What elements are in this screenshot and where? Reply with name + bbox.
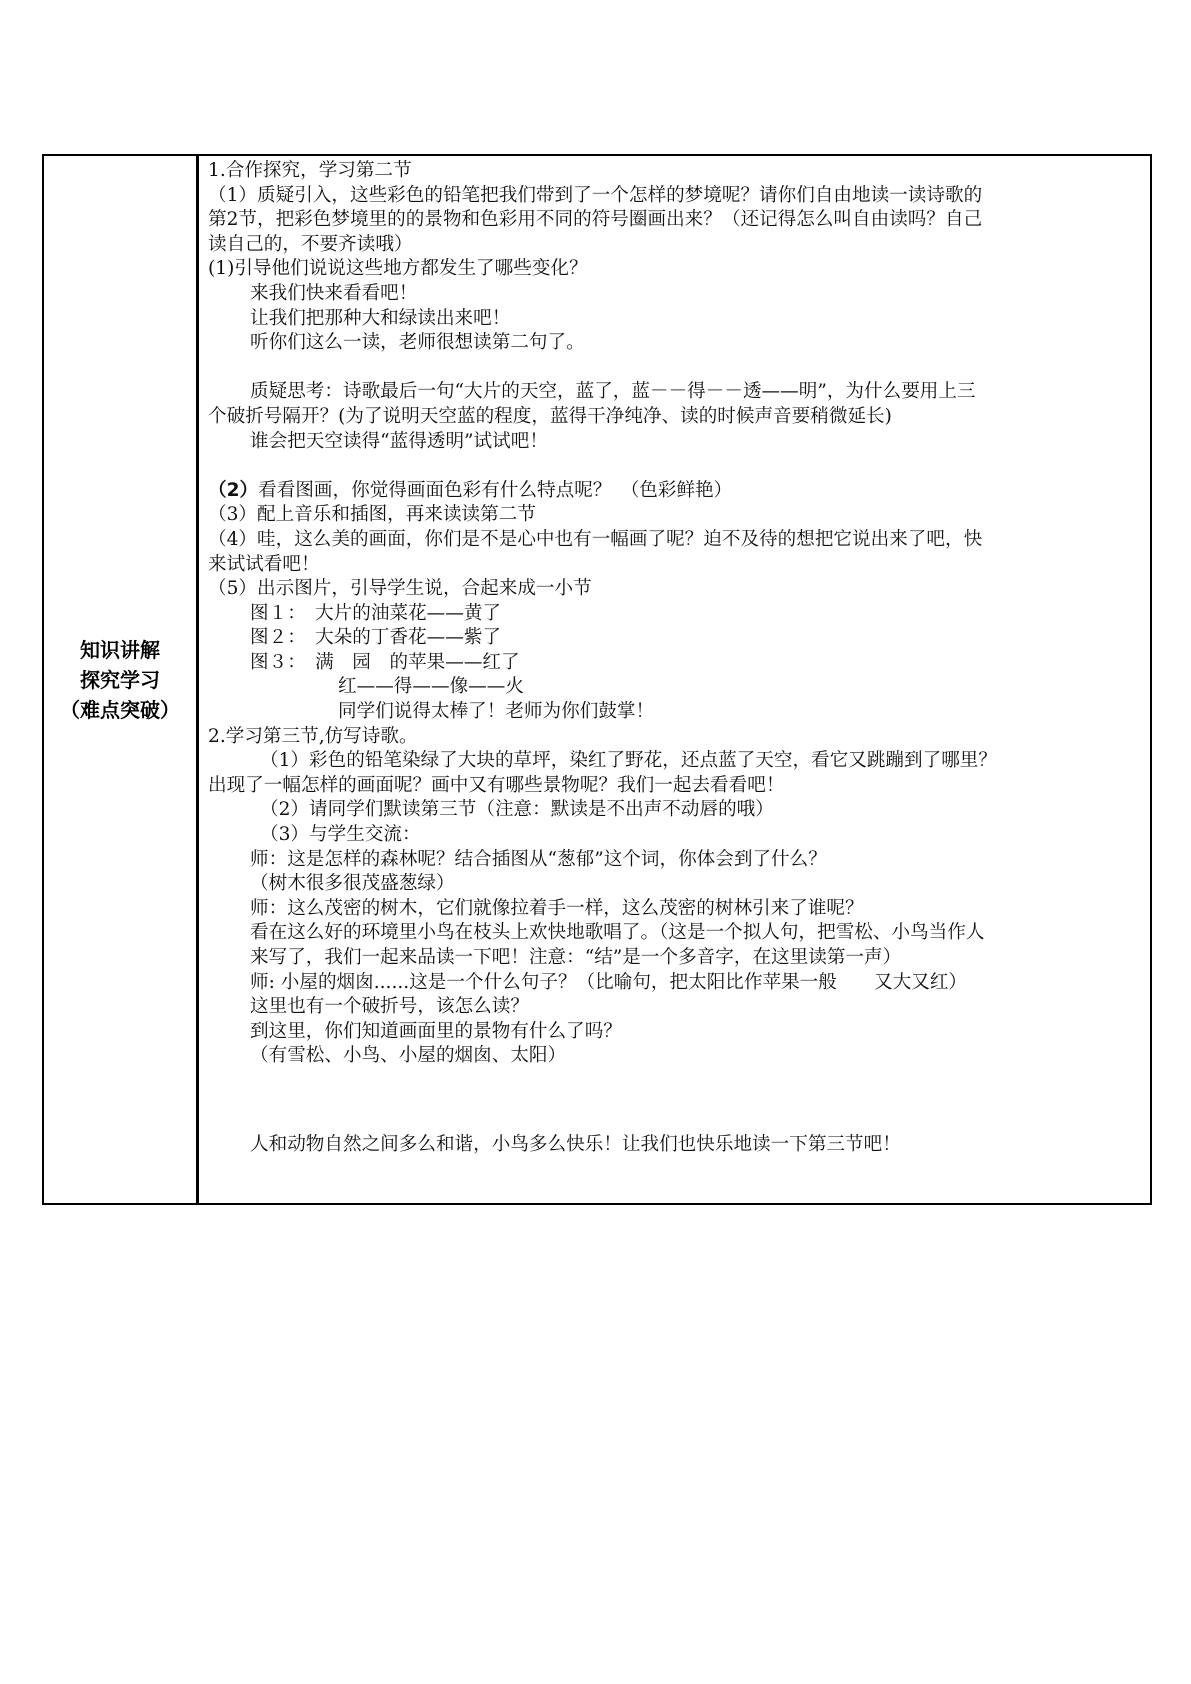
content-line: 让我们把那种大和绿读出来吧！ xyxy=(250,307,511,329)
content-line: 来试试看吧！ xyxy=(208,553,320,575)
content-line: 1.合作探究，学习第二节 xyxy=(208,160,412,181)
content-line: 图３： 满 园 的苹果——红了 xyxy=(250,651,520,673)
content-line: （3）与学生交流： xyxy=(260,824,421,846)
content-line: 图１： 大片的油菜花——黄了 xyxy=(250,602,502,624)
content-line: 听你们这么一读，老师很想读第二句了。 xyxy=(250,332,585,354)
content-line: （4）哇，这么美的画面，你们是不是心中也有一幅画了呢？迫不及待的想把它说出来了吧，快 xyxy=(208,528,983,550)
blank-line xyxy=(208,356,1148,381)
item-text: 看看图画，你觉得画面色彩有什么特点呢？ （色彩鲜艳） xyxy=(258,479,733,501)
content-line: 2.学习第三节,仿写诗歌。 xyxy=(208,725,418,747)
content-line: （3）配上音乐和插图，再来读读第二节 xyxy=(208,504,536,526)
content-line: 个破折号隔开？(为了说明天空蓝的程度，蓝得干净纯净、读的时候声音要稍微延长) xyxy=(208,405,892,427)
blank-space xyxy=(208,1069,1148,1133)
content-line: 谁会把天空读得“蓝得透明”试试吧！ xyxy=(250,430,548,452)
content-line xyxy=(208,479,1148,504)
content-line: 师: 小屋的烟囱......这是一个什么句子？（比喻句，把太阳比作苹果一般 又大又红） xyxy=(250,971,968,993)
section-label-line2: 探究学习 xyxy=(80,667,160,692)
content-line: 质疑思考：诗歌最后一句“大片的天空，蓝了，蓝－－得－－透——明”，为什么要用上三 xyxy=(250,381,976,403)
lesson-table xyxy=(42,154,1152,1205)
content-line: 人和动物自然之间多么和谐，小鸟多么快乐！让我们也快乐地读一下第三节吧！ xyxy=(250,1133,901,1155)
blank-line xyxy=(208,454,1148,479)
content-line: (1)引导他们说说这些地方都发生了哪些变化？ xyxy=(208,258,588,280)
content-line: 第2节，把彩色梦境里的的景物和色彩用不同的符号圈画出来？（还记得怎么叫自由读吗？自己 xyxy=(208,209,983,231)
content-line: 来我们快来看看吧！ xyxy=(250,282,418,304)
content-line: 师：这么茂密的树木，它们就像拉着手一样，这么茂密的树林引来了谁呢？ xyxy=(250,897,864,919)
content-line: 同学们说得太棒了！老师为你们鼓掌！ xyxy=(338,701,655,723)
section-label-line3: （难点突破） xyxy=(60,697,180,722)
content-line: （1）彩色的铅笔染绿了大块的草坪，染红了野花，还点蓝了天空，看它又跳蹦到了哪里？ xyxy=(260,750,997,772)
content-line: （5）出示图片，引导学生说，合起来成一小节 xyxy=(208,578,592,600)
content-line: 到这里，你们知道画面里的景物有什么了吗？ xyxy=(250,1020,622,1042)
content-line: （树木很多很茂盛葱绿） xyxy=(250,873,455,895)
content-line: （有雪松、小鸟、小屋的烟囱、太阳） xyxy=(250,1045,567,1067)
content-line: （1）质疑引入，这些彩色的铅笔把我们带到了一个怎样的梦境呢？请你们自由地读一读诗歌的 xyxy=(208,184,983,206)
content-line: （2）请同学们默读第三节（注意：默读是不出声不动唇的哦） xyxy=(260,799,774,821)
content-line: 图２： 大朵的丁香花——紫了 xyxy=(250,627,502,649)
section-label-cell xyxy=(44,156,196,1203)
content-line: 读自己的，不要齐读哦） xyxy=(208,233,413,255)
lesson-content xyxy=(208,159,1148,1158)
content-line: 出现了一幅怎样的画面呢？画中又有哪些景物呢？我们一起去看看吧！ xyxy=(208,774,785,796)
content-line: 师：这是怎样的森林呢？结合插图从“葱郁”这个词，你体会到了什么？ xyxy=(250,848,827,870)
content-line: 看在这么好的环境里小鸟在枝头上欢快地歌唱了。（这是一个拟人句，把雪松、小鸟当作人 xyxy=(250,922,985,944)
section-label-line1: 知识讲解 xyxy=(80,637,160,662)
item-number: （2） xyxy=(208,479,259,501)
content-line: 这里也有一个破折号，该怎么读？ xyxy=(250,996,529,1018)
column-divider xyxy=(196,156,199,1203)
content-line: 红——得——像——火 xyxy=(338,676,524,698)
content-line: 来写了，我们一起来品读一下吧！注意：“结”是一个多音字，在这里读第一声） xyxy=(250,947,902,968)
